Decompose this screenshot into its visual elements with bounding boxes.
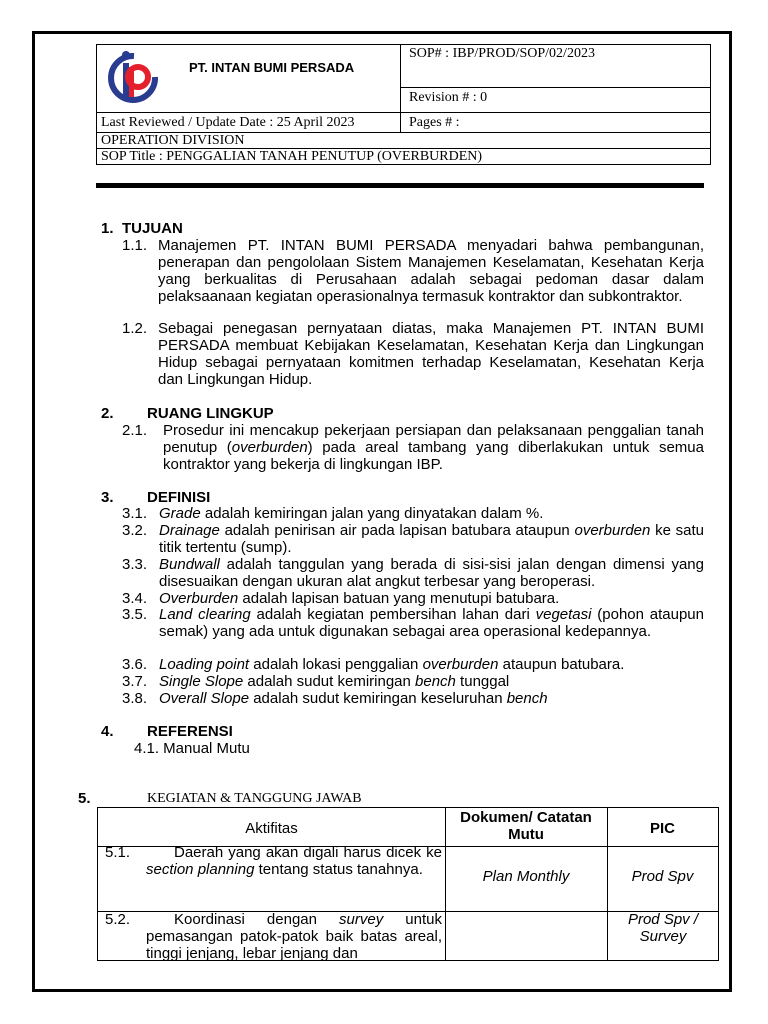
def-loading-point: Loading point adalah lokasi penggalian overburden ataupun batubara. — [159, 656, 625, 673]
activity-table — [97, 807, 719, 961]
item-2-1-number: 2.1. — [122, 422, 148, 439]
table-row-number: 5.1. — [105, 844, 131, 861]
def-number: 3.8. — [122, 690, 148, 707]
table-header-pic: PIC — [649, 820, 675, 837]
table-cell-pic: Prod Spv / Survey — [627, 911, 699, 945]
table-cell-pic: Prod Spv — [631, 868, 694, 885]
table-header-document: Dokumen/ Catatan Mutu — [460, 809, 592, 843]
def-number: 3.4. — [122, 590, 148, 607]
def-number: 3.6. — [122, 656, 148, 673]
def-overburden: Overburden adalah lapisan batuan yang menutupi batubara. — [159, 590, 560, 607]
section-2-title: RUANG LINGKUP — [147, 405, 274, 422]
def-single-slope: Single Slope adalah sudut kemiringan bench tunggal — [159, 673, 510, 690]
section-1-number: 1. — [101, 220, 114, 237]
section-3-title: DEFINISI — [147, 489, 211, 506]
def-number: 3.1. — [122, 505, 148, 522]
sop-title: SOP Title : PENGGALIAN TANAH PENUTUP (OVERBURDEN) — [101, 149, 483, 164]
item-1-2-text: Sebagai penegasan pernyataan diatas, maka Manajemen PT. INTAN BUMI PERSADA membuat Kebijakan Keselamatan, Kesehatan Kerja dan Lingkungan Hidup sebagai pernyataan komitmen terhadap Keselamatan, Kesehatan Kerja dan Lingkungan Hidup. — [158, 320, 704, 388]
item-1-1-text: Manajemen PT. INTAN BUMI PERSADA menyadari bahwa pembangunan, penerapan dan pengololaan Sistem Manajemen Keselamatan, Kesehatan Kerja yang berkualitas di Perusahaan adalah sebagai pedoman dasar dalam pelaksaanaan kegiatan operasionalnya termasuk kontraktor dan subkontraktor. — [158, 237, 704, 305]
def-number: 3.2. — [122, 522, 148, 539]
pages-number: Pages # : — [409, 115, 460, 130]
table-row-number: 5.2. — [105, 911, 131, 928]
table-cell-document: Plan Monthly — [482, 868, 570, 885]
section-5-number: 5. — [78, 790, 91, 807]
def-land-clearing: Land clearing adalah kegiatan pembersihan lahan dari vegetasi (pohon ataupun semak) yang ada untuk digunakan sebagai area operasional kedepannya. — [159, 606, 704, 640]
section-4-title: REFERENSI — [147, 723, 233, 740]
section-1-title: TUJUAN — [122, 220, 183, 237]
section-5-title: KEGIATAN & TANGGUNG JAWAB — [147, 791, 362, 806]
division-name: OPERATION DIVISION — [101, 133, 245, 148]
sop-number: SOP# : IBP/PROD/SOP/02/2023 — [409, 46, 595, 61]
item-1-2-number: 1.2. — [122, 320, 148, 337]
document-header — [96, 44, 711, 165]
ibp-logo — [103, 47, 165, 107]
item-1-1-number: 1.1. — [122, 237, 148, 254]
def-overall-slope: Overall Slope adalah sudut kemiringan keseluruhan bench — [159, 690, 548, 707]
section-2-number: 2. — [101, 405, 114, 422]
def-number: 3.3. — [122, 556, 148, 573]
item-4-1-text: 4.1. Manual Mutu — [134, 740, 250, 757]
item-2-1-text: Prosedur ini mencakup pekerjaan persiapan dan pelaksanaan penggalian tanah penutup (overburden) pada areal tambang yang diberlakukan untuk semua kontraktor yang bekerja di lingkungan IBP. — [163, 422, 704, 473]
revision-number: Revision # : 0 — [409, 90, 488, 105]
def-bundwall: Bundwall adalah tanggulan yang berada di sisi-sisi jalan dengan dimensi yang disesuaikan dengan ukuran alat angkut terbesar yang beroperasi. — [159, 556, 704, 590]
company-name: PT. INTAN BUMI PERSADA — [189, 60, 355, 75]
header-divider — [96, 183, 704, 188]
table-header-activity: Aktifitas — [245, 820, 298, 837]
table-cell-activity: Daerah yang akan digali harus dicek ke section planning tentang status tanahnya. — [146, 844, 442, 878]
section-4-number: 4. — [101, 723, 114, 740]
def-number: 3.5. — [122, 606, 148, 623]
table-cell-activity: Koordinasi dengan survey untuk pemasangan patok-patok baik batas areal, tinggi jenjang, lebar jenjang dan — [146, 911, 442, 962]
last-reviewed-date: Last Reviewed / Update Date : 25 April 2023 — [101, 115, 355, 130]
section-3-number: 3. — [101, 489, 114, 506]
def-drainage: Drainage adalah penirisan air pada lapisan batubara ataupun overburden ke satu titik tertentu (sump). — [159, 522, 704, 556]
def-number: 3.7. — [122, 673, 148, 690]
def-grade: Grade adalah kemiringan jalan yang dinyatakan dalam %. — [159, 505, 544, 522]
